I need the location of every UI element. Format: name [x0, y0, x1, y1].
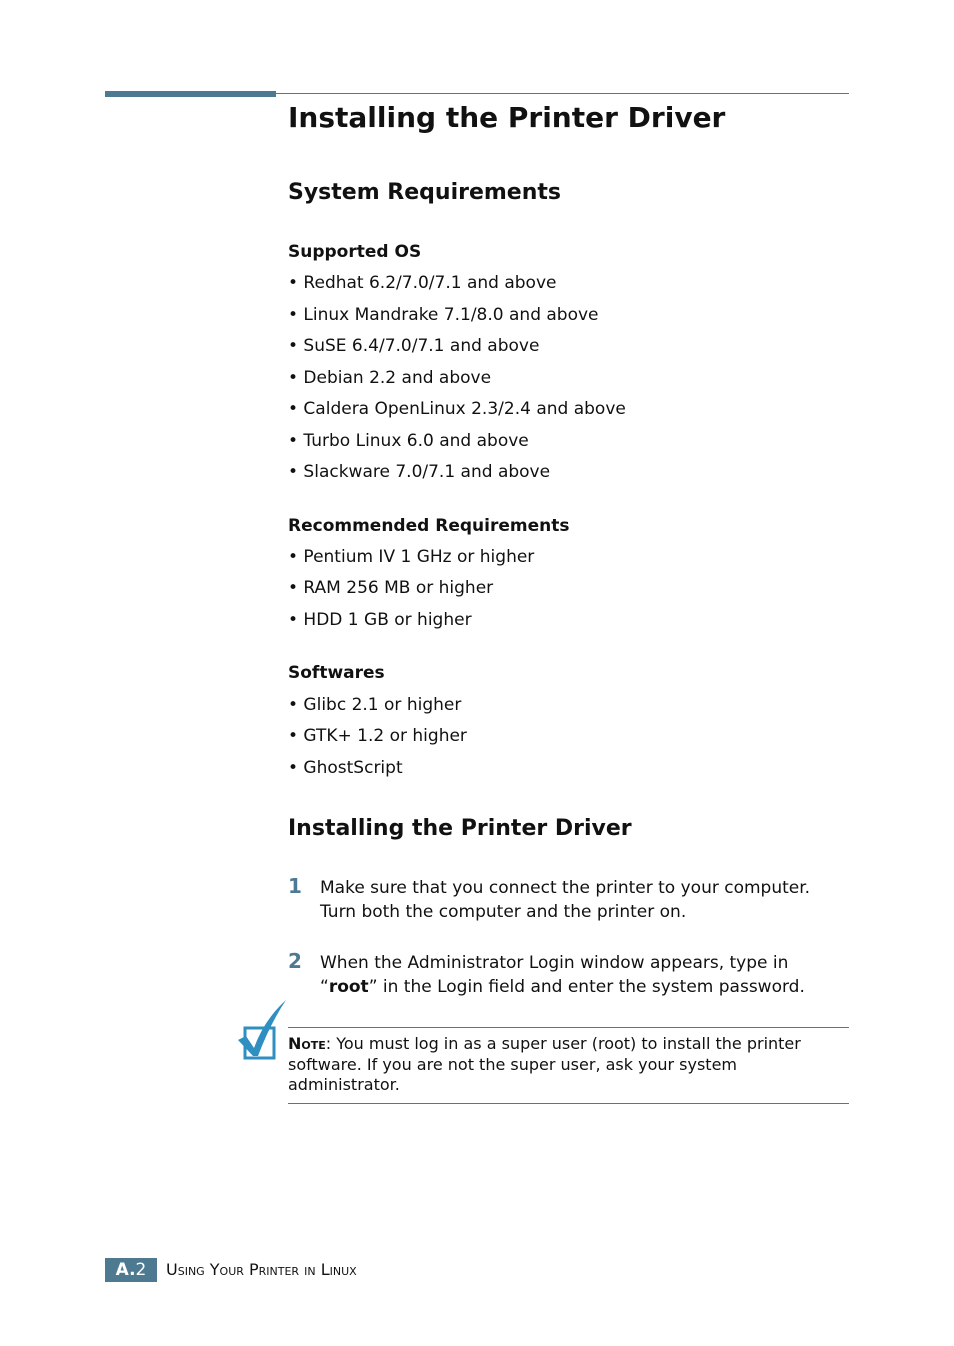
system-requirements-heading: System Requirements	[288, 180, 562, 205]
step-line: “root” in the Login field and enter the system password.	[320, 977, 805, 997]
supported-os-heading: Supported OS	[288, 242, 422, 262]
list-item: • GhostScript	[288, 758, 403, 778]
list-item: • RAM 256 MB or higher	[288, 578, 494, 598]
list-item: • SuSE 6.4/7.0/7.1 and above	[288, 336, 540, 356]
list-item: • HDD 1 GB or higher	[288, 610, 472, 630]
list-item: • GTK+ 1.2 or higher	[288, 726, 467, 746]
root-keyword: root	[328, 977, 369, 997]
step-line: When the Administrator Login window appears, type in	[320, 953, 789, 973]
step-text	[320, 876, 860, 924]
step-number: 1	[288, 874, 302, 898]
page-number-badge: A.2	[105, 1258, 157, 1282]
header-rule-thin	[276, 93, 849, 94]
list-item: • Caldera OpenLinux 2.3/2.4 and above	[288, 399, 626, 419]
list-item: • Pentium IV 1 GHz or higher	[288, 547, 535, 567]
installing-heading: Installing the Printer Driver	[288, 816, 632, 841]
header-rule-thick	[105, 91, 276, 97]
page-title: Installing the Printer Driver	[288, 101, 726, 134]
chapter-title: Using Your Printer in Linux	[166, 1260, 357, 1279]
list-item: • Slackware 7.0/7.1 and above	[288, 462, 551, 482]
list-item: • Redhat 6.2/7.0/7.1 and above	[288, 273, 557, 293]
list-item: • Glibc 2.1 or higher	[288, 695, 462, 715]
list-item: • Turbo Linux 6.0 and above	[288, 431, 529, 451]
note-label: Note	[288, 1034, 326, 1053]
step-text	[320, 951, 860, 999]
step-number: 2	[288, 949, 302, 973]
softwares-heading: Softwares	[288, 663, 385, 683]
step-line: Turn both the computer and the printer on.	[320, 902, 687, 922]
note-rule-bottom	[288, 1103, 849, 1104]
note-body: : You must log in as a super user (root) to install the printer software. If you are not the super user, ask your system administrator.	[288, 1034, 801, 1094]
list-item: • Linux Mandrake 7.1/8.0 and above	[288, 305, 599, 325]
recommended-requirements-heading: Recommended Requirements	[288, 516, 570, 536]
note	[288, 1034, 850, 1096]
checkmark-note-icon	[236, 998, 288, 1062]
step-line: Make sure that you connect the printer to your computer.	[320, 878, 811, 898]
note-rule-top	[288, 1027, 849, 1028]
list-item: • Debian 2.2 and above	[288, 368, 492, 388]
